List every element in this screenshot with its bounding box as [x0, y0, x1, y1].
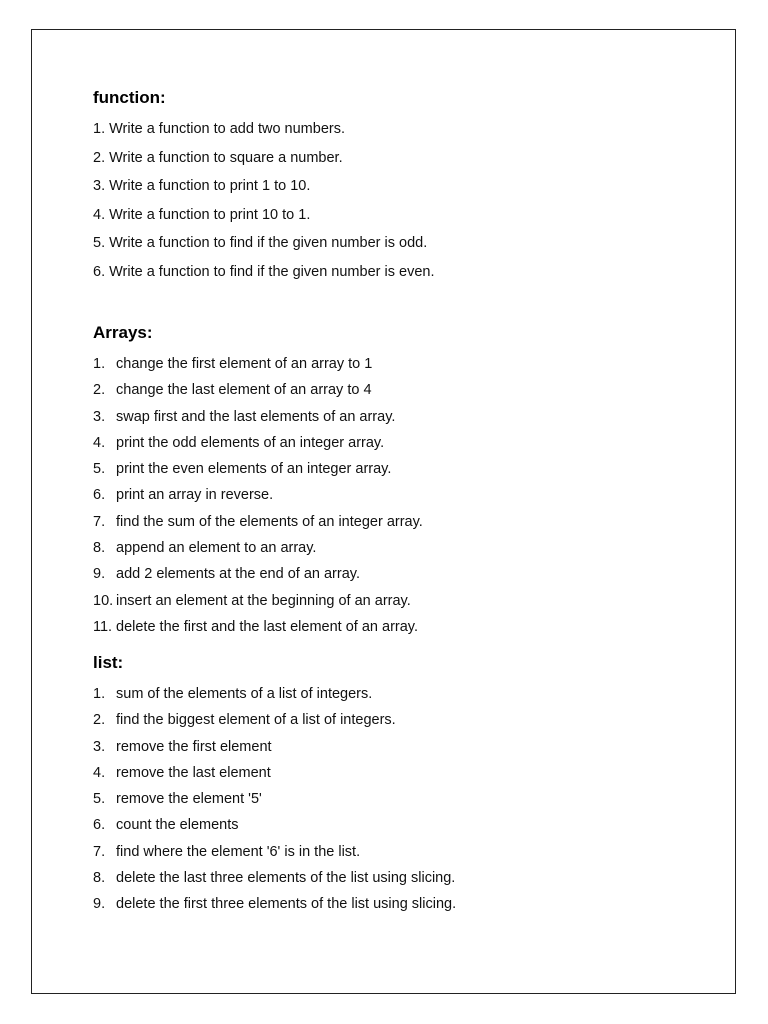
function-list: [93, 119, 434, 290]
list-item: [93, 789, 456, 815]
list-item: [93, 591, 423, 617]
list-item: [93, 512, 423, 538]
item-text: remove the element '5': [116, 791, 262, 808]
list-item: [93, 737, 456, 763]
list-item: [93, 815, 456, 841]
item-text: change the last element of an array to 4: [116, 382, 372, 399]
item-text: print an array in reverse.: [116, 487, 274, 504]
list-list: [93, 684, 456, 921]
function-heading: function:: [93, 88, 166, 107]
list-heading: list:: [93, 653, 124, 672]
item-text: remove the last element: [116, 764, 271, 781]
list-item: [93, 710, 456, 736]
item-number: 8.: [93, 870, 106, 887]
item-text: add 2 elements at the end of an array.: [116, 566, 360, 583]
item-text: delete the first and the last element of an array.: [116, 618, 418, 635]
list-item: [93, 617, 423, 643]
item-text: print the odd elements of an integer array.: [116, 434, 385, 451]
list-item: [93, 433, 423, 459]
list-item: [93, 459, 423, 485]
list-item: [93, 485, 423, 511]
list-item: [93, 868, 456, 894]
item-text: sum of the elements of a list of integers.: [116, 686, 373, 702]
item-text: count the elements: [116, 817, 239, 834]
item-number: 4.: [93, 434, 106, 451]
list-item: 2. Write a function to square a number.: [93, 149, 343, 166]
list-item: [93, 354, 423, 380]
item-number: 10.: [93, 592, 114, 609]
item-number: 7.: [93, 513, 106, 530]
list-item: [93, 564, 423, 590]
item-text: find where the element '6' is in the list.: [116, 843, 361, 860]
item-number: 9.: [93, 896, 106, 913]
list-item: 3. Write a function to print 1 to 10.: [93, 178, 311, 194]
item-number: 9.: [93, 566, 106, 583]
list-item: [93, 538, 423, 564]
item-number: 6.: [93, 487, 106, 504]
item-text: find the sum of the elements of an integer array.: [116, 513, 423, 530]
item-number: 1.: [93, 356, 106, 372]
item-number: 5.: [93, 791, 106, 808]
item-text: append an element to an array.: [116, 540, 317, 557]
item-number: 5.: [93, 461, 106, 478]
item-text: swap first and the last elements of an array.: [116, 408, 396, 425]
list-item: [93, 763, 456, 789]
list-item: [93, 894, 456, 920]
item-number: 7.: [93, 843, 106, 860]
item-text: change the first element of an array to 1: [116, 356, 373, 372]
item-number: 8.: [93, 540, 106, 557]
item-number: 2.: [93, 712, 106, 729]
item-number: 2.: [93, 382, 106, 399]
list-item: [93, 380, 423, 406]
item-text: insert an element at the beginning of an array.: [116, 592, 411, 609]
document-page: [31, 29, 736, 994]
item-text: delete the first three elements of the list using slicing.: [116, 896, 457, 913]
item-number: 4.: [93, 764, 106, 781]
list-item: 5. Write a function to find if the given number is odd.: [93, 235, 428, 251]
item-text: find the biggest element of a list of integers.: [116, 712, 396, 729]
item-number: 3.: [93, 738, 106, 755]
item-number: 1.: [93, 686, 106, 702]
list-item: 1. Write a function to add two numbers.: [93, 121, 346, 137]
arrays-heading: Arrays:: [93, 323, 153, 342]
item-text: print the even elements of an integer array.: [116, 461, 392, 478]
list-item: [93, 842, 456, 868]
item-number: 6.: [93, 817, 106, 834]
list-item: 6. Write a function to find if the given number is even.: [93, 263, 435, 280]
item-text: remove the first element: [116, 738, 272, 755]
item-number: 11.: [93, 618, 113, 635]
list-item: [93, 407, 423, 433]
list-item: [93, 684, 456, 710]
item-number: 3.: [93, 408, 106, 425]
arrays-list: [93, 354, 423, 643]
item-text: delete the last three elements of the list using slicing.: [116, 870, 456, 887]
list-item: 4. Write a function to print 10 to 1.: [93, 206, 311, 223]
